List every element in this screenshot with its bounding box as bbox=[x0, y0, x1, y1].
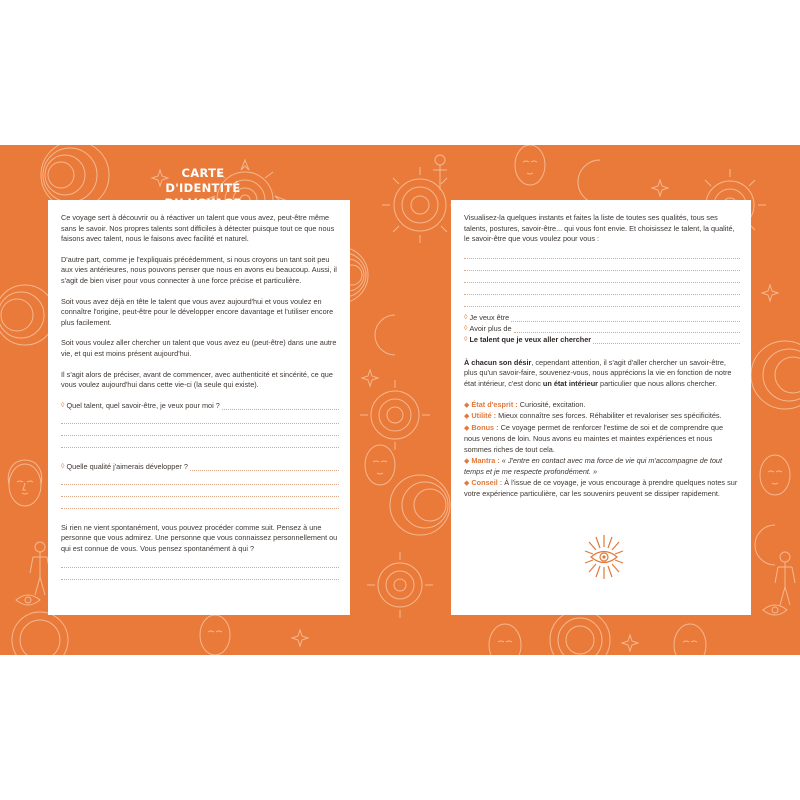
answer-line[interactable] bbox=[61, 485, 339, 497]
answer-line[interactable] bbox=[61, 436, 339, 448]
diamond-icon: ◆ bbox=[464, 413, 470, 421]
info-text: Mieux connaître ses forces. Réhabiliter et revaloriser ses spécificités. bbox=[496, 411, 722, 421]
info-list bbox=[464, 400, 740, 500]
paragraph: Soit vous voulez aller chercher un talent que vous avez eu (peut-être) dans une autre vie, et qui est moins présent aujourd'hui. bbox=[61, 338, 337, 358]
diamond-icon: ◊ bbox=[61, 463, 65, 471]
text: particulier que nous allons chercher. bbox=[598, 378, 717, 388]
answer-line[interactable] bbox=[511, 321, 740, 322]
answer-line[interactable] bbox=[464, 247, 740, 259]
paragraph: Visualisez-la quelques instants et faites la liste de toutes ses qualités, tous ses talents, postures, savoir-être... qui vous font envie. Et choisissez le talent, la qualité, le savoir-être que vous voulez pour vous : bbox=[464, 213, 735, 244]
diamond-icon: ◆ bbox=[464, 479, 470, 487]
item-label: Le talent que je veux aller chercher bbox=[469, 335, 592, 345]
info-item-etat bbox=[464, 400, 740, 412]
list-item-je-veux-etre bbox=[464, 313, 740, 324]
question-label: Quel talent, quel savoir-être, je veux pour moi ? bbox=[66, 401, 220, 411]
paragraph: D'autre part, comme je l'expliquais précédemment, si nous croyons un tant soit peu aux vies antérieures, nous pouvons penser que nous en avons eu beaucoup. Aussi, il s'agit de bien viser pour vous connecter à une force précise et particulière. bbox=[61, 254, 337, 285]
question-label: Quelle qualité j'aimerais développer ? bbox=[66, 462, 188, 472]
info-text: À l'issue de ce voyage, je vous encourage à prendre quelques notes sur votre expérience particulière, car les souvenirs peuvent se dissiper rapidement. bbox=[464, 477, 738, 499]
info-item-mantra bbox=[464, 456, 740, 478]
info-item-bonus bbox=[464, 423, 740, 456]
question-talent bbox=[61, 401, 339, 412]
diamond-icon: ◊ bbox=[464, 325, 468, 333]
info-item-utilite bbox=[464, 411, 740, 423]
answer-line[interactable] bbox=[61, 412, 339, 424]
answer-line[interactable] bbox=[222, 409, 339, 410]
item-label: Je veux être bbox=[469, 313, 510, 323]
answer-line[interactable] bbox=[61, 424, 339, 436]
info-label: Mantra : bbox=[471, 455, 500, 465]
left-page bbox=[48, 200, 350, 615]
bold-text: À chacun son désir bbox=[464, 357, 532, 367]
info-label: État d'esprit : bbox=[471, 399, 518, 409]
paragraph: Il s'agit alors de préciser, avant de commencer, avec authenticité et sincérité, ce que vous voulez aujourd'hui dans cette vie-ci (la seule qui existe). bbox=[61, 369, 333, 390]
info-item-conseil bbox=[464, 478, 740, 500]
paragraph: Si rien ne vient spontanément, vous pouvez procéder comme suit. Pensez à une personne que vous admirez. Une personne que vous connaissez personnellement ou qui est connue de vous. Vous pensez spontanément à qui ? bbox=[61, 522, 338, 553]
answer-line[interactable] bbox=[190, 470, 339, 471]
info-label: Bonus : bbox=[471, 422, 499, 432]
paragraph: Ce voyage sert à découvrir ou à réactiver un talent que vous avez, peut-être même sans le savoir. Nos propres talents sont difficiles à détecter puisque tout ce que nous faisons avec talent, nous le faisons avec facilité et naturel. bbox=[61, 213, 335, 244]
list-item-avoir-plus bbox=[464, 324, 740, 335]
info-text: « J'entre en contact avec ma force de vie qui m'accompagne de tout temps et je me respecte profondément. » bbox=[464, 455, 723, 477]
info-text: Curiosité, excitation. bbox=[517, 399, 586, 409]
info-label: Conseil : bbox=[471, 477, 503, 487]
answer-line[interactable] bbox=[61, 556, 339, 568]
item-label: Avoir plus de bbox=[469, 324, 512, 334]
list-item-talent bbox=[464, 335, 740, 346]
title-line-1: CARTE D'IDENTITÉ bbox=[165, 166, 241, 195]
bold-text: un état intérieur bbox=[542, 378, 599, 388]
question-quality bbox=[61, 462, 339, 473]
info-label: Utilité : bbox=[471, 411, 497, 421]
eye-sun-icon bbox=[584, 533, 624, 581]
paragraph bbox=[464, 358, 740, 390]
answer-line[interactable] bbox=[593, 343, 740, 344]
diamond-icon: ◆ bbox=[464, 457, 470, 465]
diamond-icon: ◊ bbox=[464, 336, 468, 344]
info-text: Ce voyage permet de renforcer l'estime de soi et de comprendre que nous venons de loin. Nous avons eu maintes et maintes expériences et nous sommes riches de tout cela. bbox=[464, 422, 724, 454]
answer-line[interactable] bbox=[464, 295, 740, 307]
answer-line[interactable] bbox=[61, 473, 339, 485]
answer-line[interactable] bbox=[464, 259, 740, 271]
answer-line[interactable] bbox=[464, 271, 740, 283]
right-page bbox=[451, 200, 751, 615]
text: , cependant attention, il s'agit d'aller chercher un savoir-être, plus qu'un savoir-faire, souvenez-vous, nous apprécions la vie en fonction de notre état intérieur, c'est donc bbox=[464, 357, 732, 388]
diamond-icon: ◆ bbox=[464, 401, 470, 409]
answer-line[interactable] bbox=[514, 332, 740, 333]
diamond-icon: ◆ bbox=[464, 424, 470, 432]
answer-line[interactable] bbox=[61, 497, 339, 509]
answer-line[interactable] bbox=[61, 568, 339, 580]
diamond-icon: ◊ bbox=[61, 402, 65, 410]
paragraph: Soit vous avez déjà en tête le talent que vous avez aujourd'hui et vous voulez en connaître l'origine, peut-être pour le développer encore davantage et l'utiliser encore plus facilement. bbox=[61, 296, 334, 327]
diamond-icon: ◊ bbox=[464, 314, 468, 322]
answer-line[interactable] bbox=[464, 283, 740, 295]
